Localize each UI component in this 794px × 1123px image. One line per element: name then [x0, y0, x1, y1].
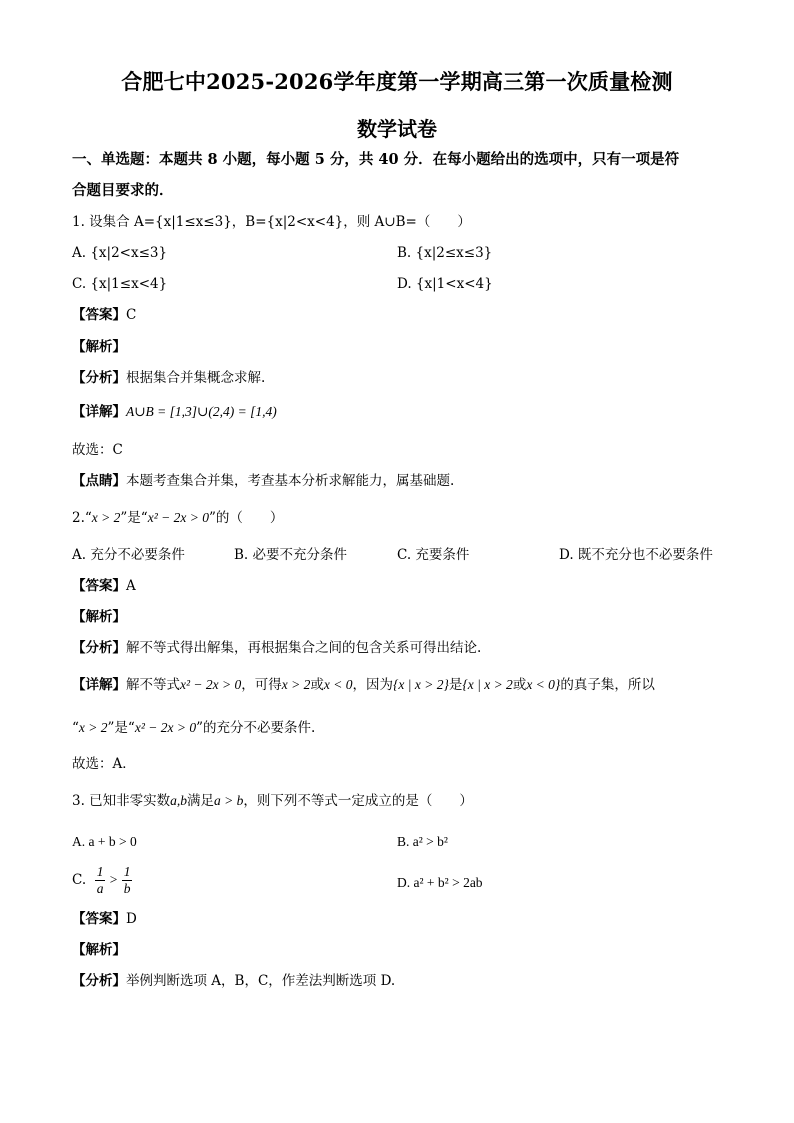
q3-stem-text-c: ，则下列不等式一定成立的是（ ） — [243, 793, 473, 809]
detail-formula: A∪B = [1,3]∪(2,4) = [1,4) — [126, 404, 277, 419]
fraction-numerator: 1 — [96, 864, 104, 879]
q2-answer — [72, 576, 136, 596]
exam-title: 合肥七中2025-2026学年度第一学期高三第一次质量检测 — [121, 69, 673, 94]
q3-analysis — [72, 940, 126, 960]
comment-text: 本题考查集合并集，考查基本分析求解能力，属基础题. — [126, 473, 455, 489]
fenxi-tag: 【分析】 — [72, 640, 126, 656]
q1-option-a: A. {x|2<x≤3} — [72, 245, 168, 261]
q3-option-c-label: C. — [72, 872, 87, 888]
q2-option-d: D. 既不充分也不必要条件 — [559, 547, 713, 563]
detail-text-b: ，可得 — [241, 677, 282, 693]
section-heading-line2: 合题目要求的． — [72, 182, 174, 199]
fraction-denominator: b — [123, 881, 131, 896]
detail-text-a: 解不等式 — [126, 677, 180, 693]
analysis-tag: 【解析】 — [72, 609, 126, 625]
q2-analysis — [72, 607, 126, 627]
q3-option-c — [72, 864, 132, 897]
q3-option-a: A. a + b > 0 — [72, 834, 137, 849]
q3-stem-math-2: a > b — [214, 793, 244, 808]
q2-option-a: A. 充分不必要条件 — [72, 547, 185, 563]
q2-option-c: C. 充要条件 — [397, 547, 470, 563]
detail-math-6: x < 0} — [526, 677, 561, 692]
answer-value: D — [126, 911, 137, 927]
fenxi-tag: 【分析】 — [72, 370, 126, 386]
q3-stem-text-a: 3. 已知非零实数 — [72, 793, 171, 809]
q3-stem — [72, 791, 473, 811]
q1-option-b: B. {x|2≤x≤3} — [397, 245, 493, 261]
section-heading-line1: 一、单选题：本题共 8 小题，每小题 5 分，共 40 分．在每小题给出的选项中，只有一项是符 — [72, 151, 680, 168]
q2-stem-math-2: x² − 2x > 0 — [147, 510, 209, 525]
detail-text-g: 的真子集，所以 — [560, 677, 655, 693]
fraction-1-over-a — [95, 864, 106, 897]
detail-math-5: {x | x > 2 — [462, 677, 513, 692]
answer-value: C — [126, 307, 137, 323]
q3-fenxi — [72, 971, 395, 991]
detail2-text-c: ”的充分不必要条件. — [196, 720, 316, 736]
q1-option-d: D. {x|1<x<4} — [397, 276, 493, 292]
q1-analysis — [72, 337, 126, 357]
answer-tag: 【答案】 — [72, 307, 126, 323]
detail-text-c: 或 — [310, 677, 324, 693]
answer-tag: 【答案】 — [72, 578, 126, 594]
detail-math-3: x < 0 — [323, 677, 353, 692]
q1-fenxi — [72, 368, 265, 388]
detail2-text-a: “ — [72, 720, 79, 736]
q3-stem-math-1: a,b — [170, 793, 188, 808]
fenxi-text: 解不等式得出解集，再根据集合之间的包含关系可得出结论. — [126, 640, 482, 656]
answer-value: A — [126, 578, 136, 594]
q1-detail — [72, 402, 277, 422]
fraction-1-over-b — [122, 864, 133, 897]
detail-text-d: ，因为 — [352, 677, 393, 693]
q2-stem-math-1: x > 2 — [91, 510, 121, 525]
detail-text-f: 或 — [512, 677, 527, 693]
detail-math-1: x² − 2x > 0 — [180, 677, 242, 692]
q1-option-c: C. {x|1≤x<4} — [72, 276, 168, 292]
fraction-denominator: a — [96, 881, 104, 896]
fraction-numerator: 1 — [123, 864, 131, 879]
greater-than-sign: > — [109, 872, 118, 887]
fenxi-text: 根据集合并集概念求解. — [126, 370, 266, 386]
q2-stem — [72, 508, 283, 528]
answer-tag: 【答案】 — [72, 911, 126, 927]
comment-tag: 【点睛】 — [72, 473, 126, 489]
q1-stem: 1. 设集合 A={x|1≤x≤3}，B={x|2<x<4}，则 A∪B=（ ） — [72, 214, 471, 230]
q3-stem-text-b: 满足 — [187, 793, 215, 809]
detail-tag: 【详解】 — [72, 404, 126, 420]
q2-choose: 故选：A． — [72, 756, 136, 772]
detail-text-e: 是 — [448, 677, 463, 693]
detail-math-4: {x | x > 2} — [392, 677, 449, 692]
q2-detail-line1 — [72, 675, 655, 695]
exam-subtitle: 数学试卷 — [357, 117, 437, 141]
detail2-math-2: x² − 2x > 0 — [134, 720, 197, 735]
analysis-tag: 【解析】 — [72, 339, 126, 355]
q3-option-d: D. a² + b² > 2ab — [397, 875, 483, 890]
detail2-math-1: x > 2 — [78, 720, 108, 735]
fenxi-tag: 【分析】 — [72, 973, 126, 989]
q1-choose: 故选：C — [72, 442, 123, 458]
q3-option-b: B. a² > b² — [397, 834, 448, 849]
q2-detail-line2 — [72, 718, 315, 738]
analysis-tag: 【解析】 — [72, 942, 126, 958]
q3-answer — [72, 909, 137, 929]
q2-fenxi — [72, 638, 481, 658]
q1-comment — [72, 471, 454, 491]
q2-stem-text-b: ”是“ — [120, 510, 148, 526]
q2-stem-text-a: 2.“ — [72, 510, 92, 526]
q2-stem-text-c: ”的（ ） — [208, 510, 284, 526]
detail-tag: 【详解】 — [72, 677, 126, 693]
detail-math-2: x > 2 — [281, 677, 311, 692]
fenxi-text: 举例判断选项 A，B，C，作差法判断选项 D. — [126, 973, 396, 989]
q1-answer — [72, 305, 136, 325]
q2-option-b: B. 必要不充分条件 — [234, 547, 348, 563]
detail2-text-b: ”是“ — [107, 720, 135, 736]
